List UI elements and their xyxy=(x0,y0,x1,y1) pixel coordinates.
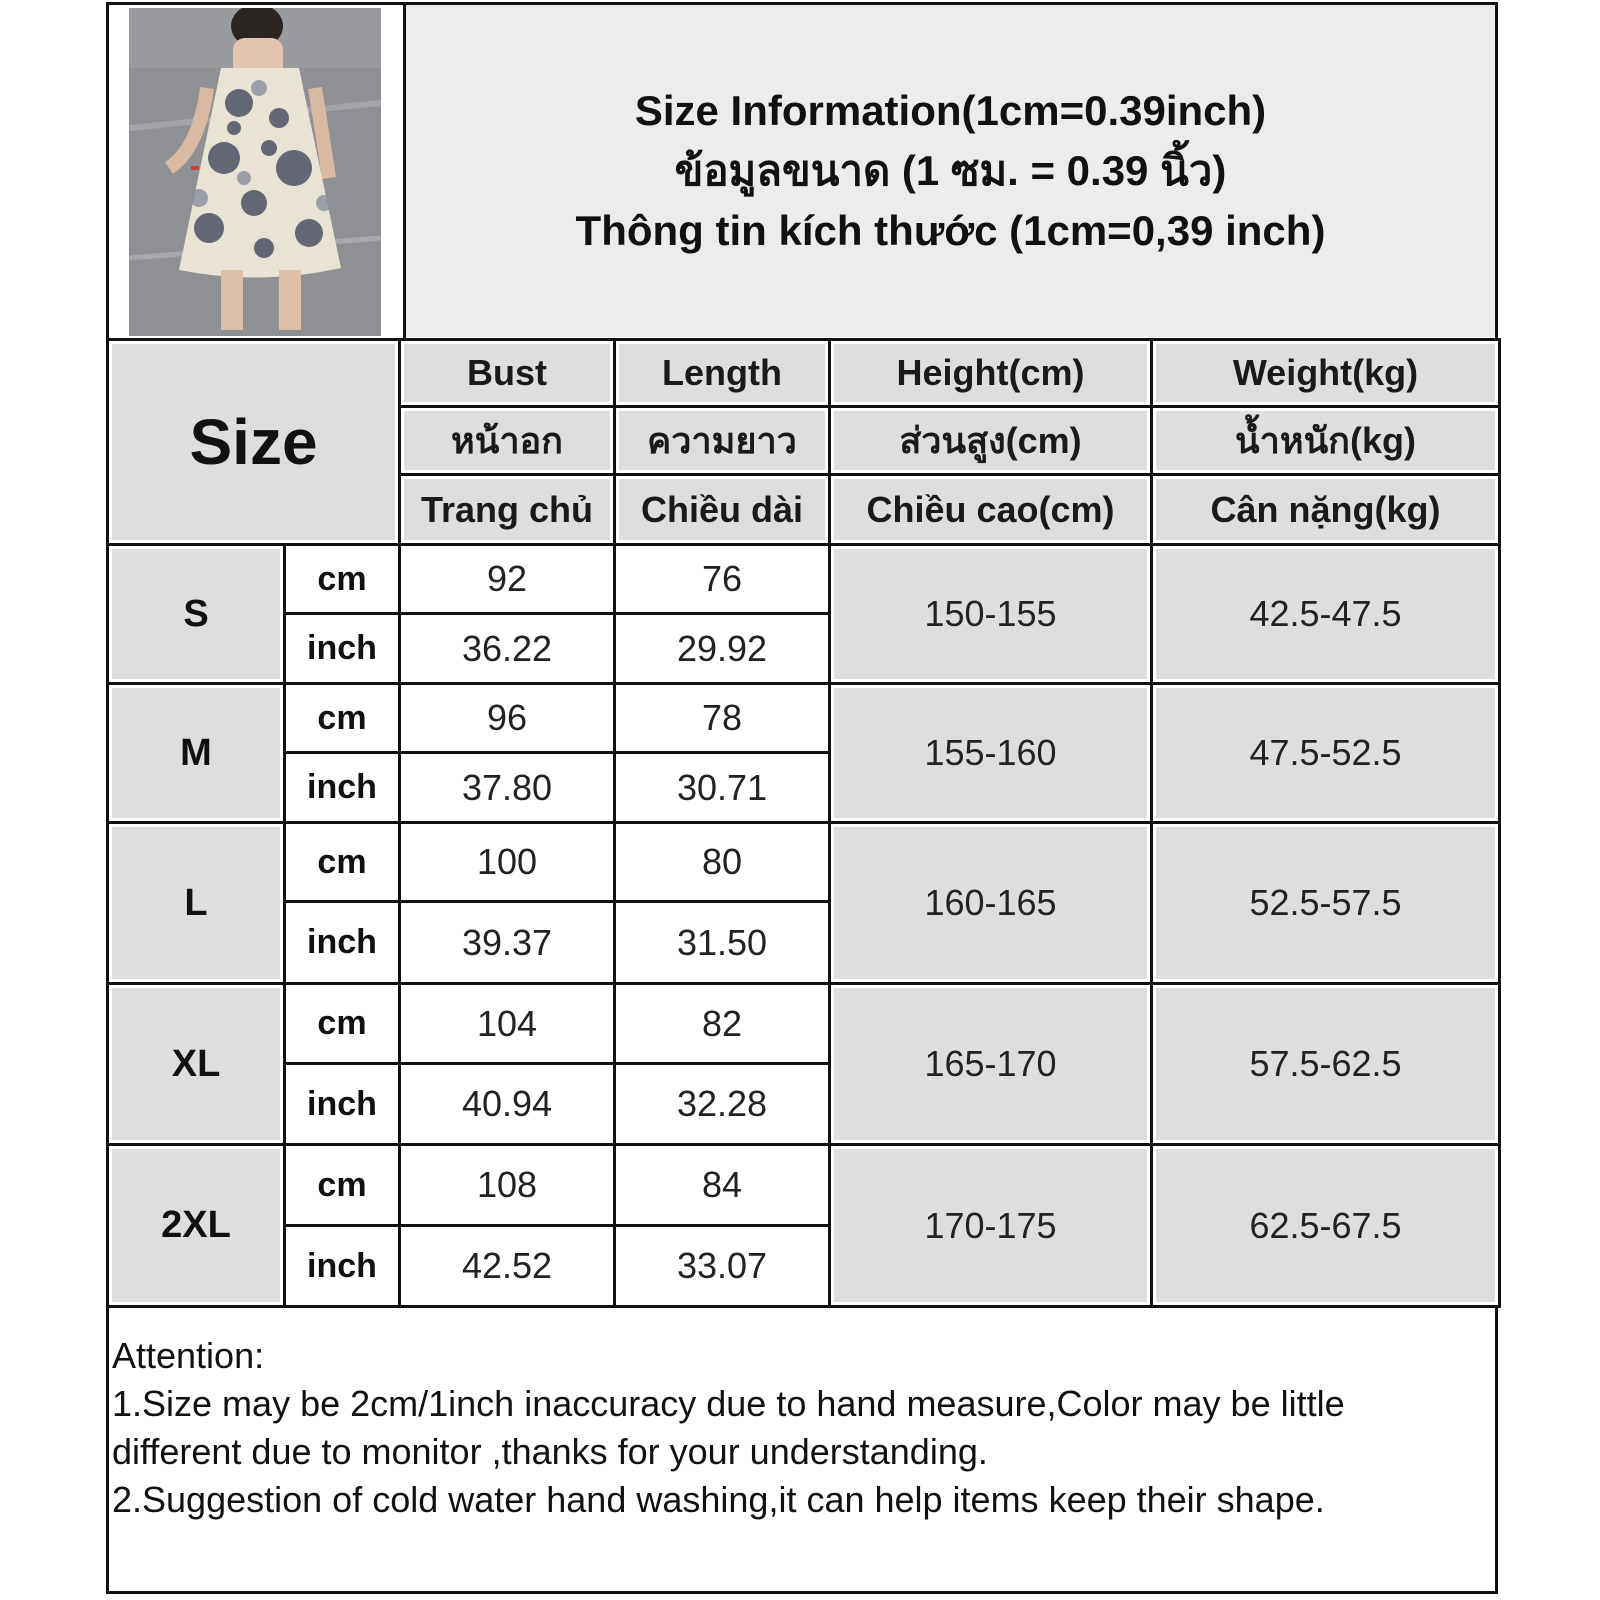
height-range-value: 165-170 xyxy=(830,984,1152,1145)
height-range-value: 150-155 xyxy=(830,545,1152,684)
unit-cm: cm xyxy=(285,984,400,1064)
size-label-l: L xyxy=(108,823,285,984)
weight-range-value: 47.5-52.5 xyxy=(1152,684,1500,823)
length-inch-value: 32.28 xyxy=(615,1064,830,1145)
attention-heading: Attention: xyxy=(112,1335,265,1376)
length-inch-value: 31.50 xyxy=(615,902,830,984)
header-weight-vi: Cân nặng(kg) xyxy=(1152,475,1500,545)
unit-inch: inch xyxy=(285,614,400,684)
size-table xyxy=(106,338,1501,1308)
unit-inch: inch xyxy=(285,753,400,823)
height-range-value: 170-175 xyxy=(830,1145,1152,1307)
weight-range-value: 62.5-67.5 xyxy=(1152,1145,1500,1307)
header-weight-th: น้ำหนัก(kg) xyxy=(1152,407,1500,475)
header-row-english xyxy=(108,340,1500,407)
unit-inch: inch xyxy=(285,902,400,984)
weight-range-value: 52.5-57.5 xyxy=(1152,823,1500,984)
bust-inch-value: 36.22 xyxy=(400,614,615,684)
bust-inch-value: 40.94 xyxy=(400,1064,615,1145)
unit-inch: inch xyxy=(285,1226,400,1307)
length-cm-value: 76 xyxy=(615,545,830,614)
title-vietnamese: Thông tin kích thước (1cm=0,39 inch) xyxy=(575,207,1326,254)
attention-note-1: 1.Size may be 2cm/1inch inaccuracy due to hand measure,Color may be little different due to monitor ,thanks for your understanding. xyxy=(112,1383,1345,1472)
bust-cm-value: 100 xyxy=(400,823,615,902)
attention-note-2: 2.Suggestion of cold water hand washing,it can help items keep their shape. xyxy=(112,1479,1325,1520)
header-length-vi: Chiều dài xyxy=(615,475,830,545)
bust-cm-value: 108 xyxy=(400,1145,615,1226)
header-weight-en: Weight(kg) xyxy=(1152,340,1500,407)
weight-range-value: 42.5-47.5 xyxy=(1152,545,1500,684)
title-thai: ข้อมูลขนาด (1 ซม. = 0.39 นิ้ว) xyxy=(674,147,1227,194)
size-label-s: S xyxy=(108,545,285,684)
header-height-en: Height(cm) xyxy=(830,340,1152,407)
size-column-header xyxy=(108,340,400,545)
bust-inch-value: 42.52 xyxy=(400,1226,615,1307)
unit-cm: cm xyxy=(285,545,400,614)
length-cm-value: 82 xyxy=(615,984,830,1064)
product-photo xyxy=(129,8,381,336)
model-in-dress-image xyxy=(129,8,381,336)
unit-cm: cm xyxy=(285,684,400,753)
unit-inch: inch xyxy=(285,1064,400,1145)
attention-notes xyxy=(112,1332,1482,1524)
bust-cm-value: 92 xyxy=(400,545,615,614)
size-label-2xl: 2XL xyxy=(108,1145,285,1307)
bust-cm-value: 96 xyxy=(400,684,615,753)
header-bust-vi: Trang chủ xyxy=(400,475,615,545)
header-height-vi: Chiều cao(cm) xyxy=(830,475,1152,545)
bust-inch-value: 37.80 xyxy=(400,753,615,823)
length-inch-value: 30.71 xyxy=(615,753,830,823)
table-row xyxy=(108,1145,1500,1226)
title-panel xyxy=(406,5,1495,337)
table-row xyxy=(108,984,1500,1064)
title-english: Size Information(1cm=0.39inch) xyxy=(634,87,1267,134)
size-label-m: M xyxy=(108,684,285,823)
unit-cm: cm xyxy=(285,823,400,902)
header-length-en: Length xyxy=(615,340,830,407)
table-row xyxy=(108,545,1500,614)
height-range-value: 160-165 xyxy=(830,823,1152,984)
size-title: Size xyxy=(189,406,318,478)
length-cm-value: 78 xyxy=(615,684,830,753)
size-label-xl: XL xyxy=(108,984,285,1145)
header-bust-en: Bust xyxy=(400,340,615,407)
height-range-value: 155-160 xyxy=(830,684,1152,823)
length-inch-value: 33.07 xyxy=(615,1226,830,1307)
unit-cm: cm xyxy=(285,1145,400,1226)
header-height-th: ส่วนสูง(cm) xyxy=(830,407,1152,475)
weight-range-value: 57.5-62.5 xyxy=(1152,984,1500,1145)
table-row xyxy=(108,823,1500,902)
length-inch-value: 29.92 xyxy=(615,614,830,684)
header-bust-th: หน้าอก xyxy=(400,407,615,475)
length-cm-value: 80 xyxy=(615,823,830,902)
length-cm-value: 84 xyxy=(615,1145,830,1226)
table-row xyxy=(108,684,1500,753)
header-length-th: ความยาว xyxy=(615,407,830,475)
bust-cm-value: 104 xyxy=(400,984,615,1064)
bust-inch-value: 39.37 xyxy=(400,902,615,984)
